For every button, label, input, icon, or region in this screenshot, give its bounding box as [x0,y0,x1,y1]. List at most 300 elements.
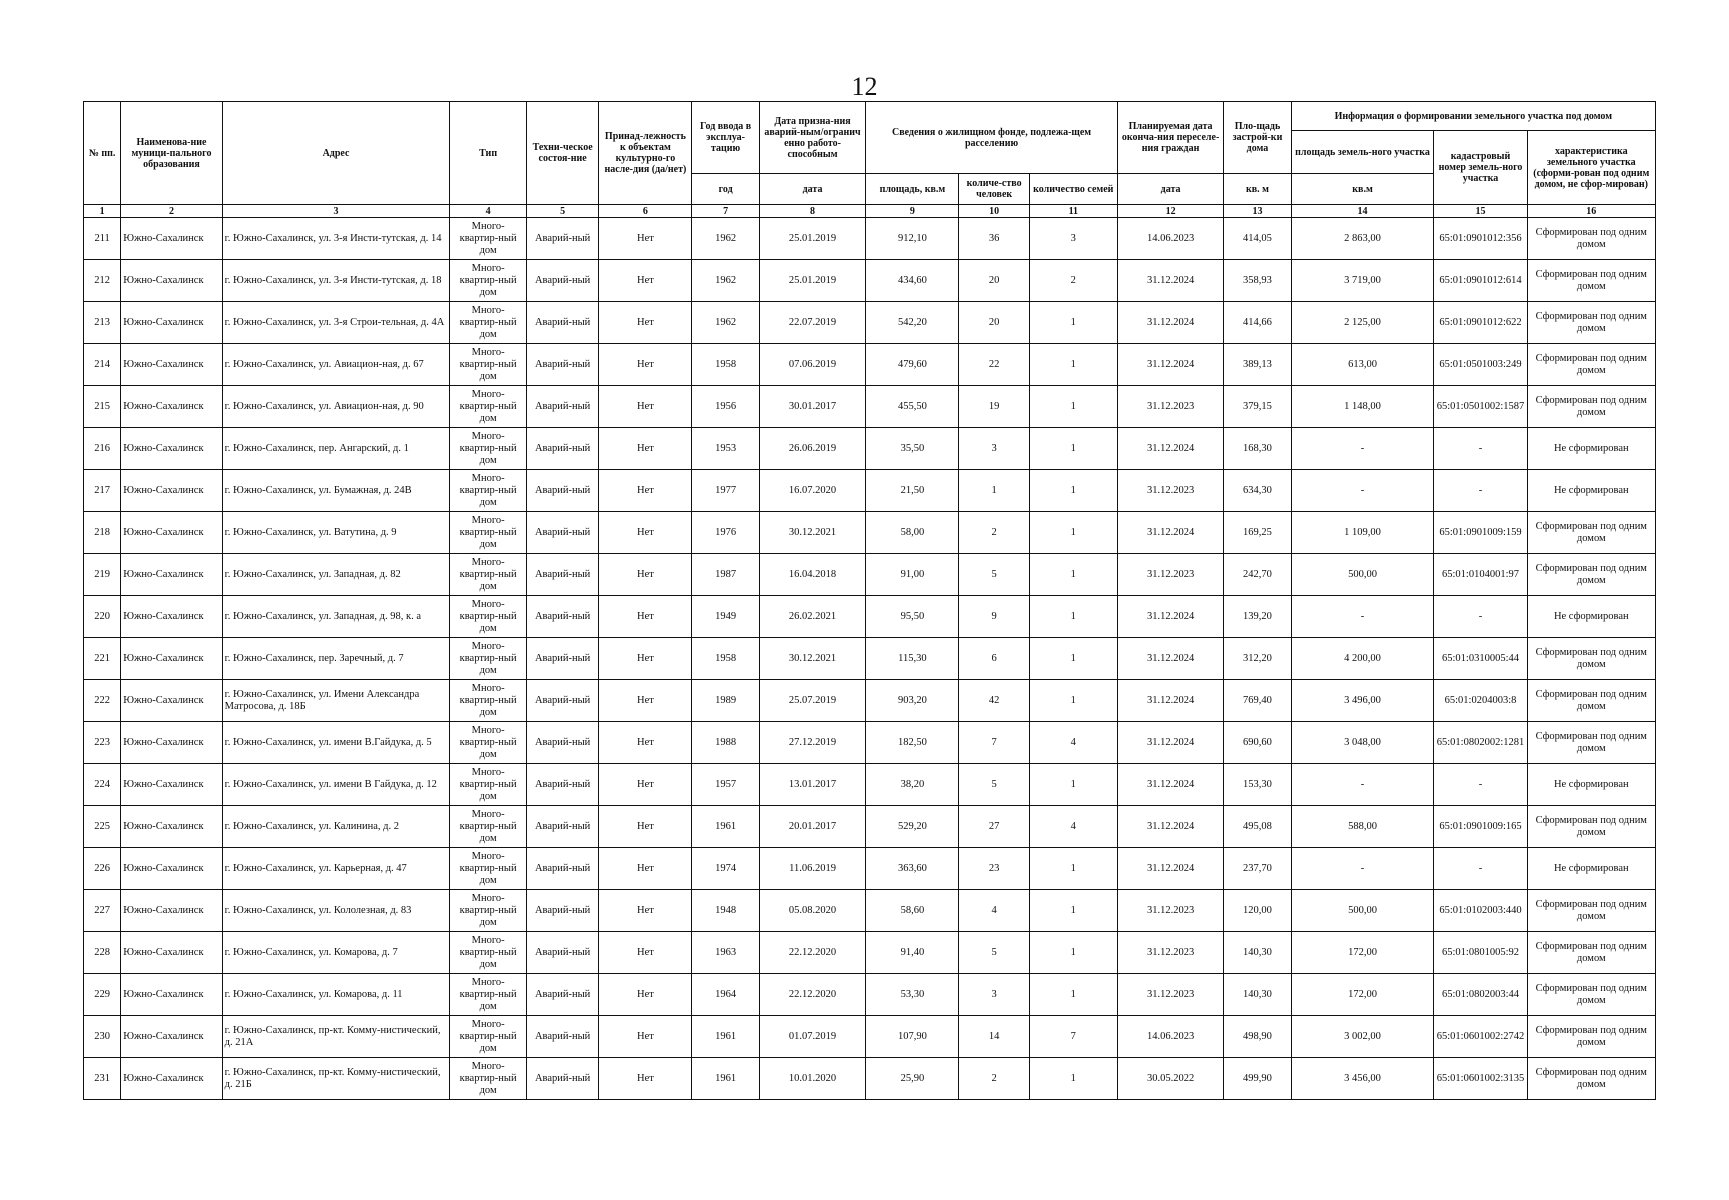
cell-municipality: Южно-Сахалинск [121,554,222,596]
table-row [84,596,1656,638]
column-number: 4 [450,205,527,218]
cell-cadastral: - [1434,470,1527,512]
cell-cultural: Нет [599,722,692,764]
cell-people: 3 [959,428,1029,470]
cell-land-area: 3 456,00 [1291,1058,1434,1100]
cell-characteristic: Сформирован под одним домом [1527,806,1655,848]
cell-recognition-date: 26.06.2019 [759,428,866,470]
cell-recognition-date: 05.08.2020 [759,890,866,932]
cell-municipality: Южно-Сахалинск [121,890,222,932]
cell-area: 912,10 [866,218,959,260]
cell-planned-date: 30.05.2022 [1117,1058,1224,1100]
cell-address: г. Южно-Сахалинск, ул. 3-я Инсти-тутская, д. 14 [222,218,450,260]
cell-people: 27 [959,806,1029,848]
cell-area: 903,20 [866,680,959,722]
cell-recognition-date: 10.01.2020 [759,1058,866,1100]
cell-characteristic: Не сформирован [1527,428,1655,470]
table-row [84,386,1656,428]
column-number: 15 [1434,205,1527,218]
cell-no: 215 [84,386,121,428]
cell-cultural: Нет [599,806,692,848]
cell-type: Много-квартир-ный дом [450,512,527,554]
cell-built-area: 379,15 [1224,386,1291,428]
cell-type: Много-квартир-ный дом [450,428,527,470]
table-row [84,722,1656,764]
cell-municipality: Южно-Сахалинск [121,848,222,890]
cell-planned-date: 31.12.2023 [1117,470,1224,512]
cell-planned-date: 31.12.2024 [1117,302,1224,344]
cell-type: Много-квартир-ный дом [450,890,527,932]
cell-families: 1 [1029,890,1117,932]
cell-tech-state: Аварий-ный [526,638,598,680]
column-number: 10 [959,205,1029,218]
header-families-sub: количество семей [1029,174,1117,205]
cell-built-area: 389,13 [1224,344,1291,386]
cell-area: 115,30 [866,638,959,680]
header-no: № пп. [84,102,121,205]
cell-year: 1949 [692,596,759,638]
cell-area: 455,50 [866,386,959,428]
cell-cultural: Нет [599,764,692,806]
cell-land-area: 3 496,00 [1291,680,1434,722]
cell-built-area: 139,20 [1224,596,1291,638]
cell-no: 211 [84,218,121,260]
cell-characteristic: Не сформирован [1527,848,1655,890]
cell-municipality: Южно-Сахалинск [121,932,222,974]
cell-address: г. Южно-Сахалинск, пер. Ангарский, д. 1 [222,428,450,470]
cell-people: 5 [959,764,1029,806]
cell-cadastral: 65:01:0102003:440 [1434,890,1527,932]
cell-address: г. Южно-Сахалинск, пер. Заречный, д. 7 [222,638,450,680]
cell-families: 1 [1029,764,1117,806]
cell-year: 1961 [692,806,759,848]
cell-built-area: 242,70 [1224,554,1291,596]
cell-characteristic: Сформирован под одним домом [1527,974,1655,1016]
cell-tech-state: Аварий-ный [526,890,598,932]
cell-cultural: Нет [599,1016,692,1058]
cell-cadastral: 65:01:0501002:1587 [1434,386,1527,428]
cell-year: 1988 [692,722,759,764]
cell-built-area: 312,20 [1224,638,1291,680]
header-land-area-sub: кв.м [1291,174,1434,205]
cell-municipality: Южно-Сахалинск [121,512,222,554]
cell-no: 226 [84,848,121,890]
cell-planned-date: 31.12.2023 [1117,554,1224,596]
cell-municipality: Южно-Сахалинск [121,386,222,428]
table-row [84,806,1656,848]
table-row [84,344,1656,386]
cell-no: 219 [84,554,121,596]
cell-planned-date: 31.12.2024 [1117,428,1224,470]
table-row [84,470,1656,512]
cell-no: 222 [84,680,121,722]
cell-families: 1 [1029,386,1117,428]
cell-land-area: 3 002,00 [1291,1016,1434,1058]
cell-year: 1977 [692,470,759,512]
cell-characteristic: Сформирован под одним домом [1527,218,1655,260]
cell-people: 9 [959,596,1029,638]
cell-no: 230 [84,1016,121,1058]
table-row [84,848,1656,890]
cell-recognition-date: 22.12.2020 [759,974,866,1016]
cell-planned-date: 31.12.2024 [1117,512,1224,554]
cell-municipality: Южно-Сахалинск [121,218,222,260]
cell-people: 2 [959,1058,1029,1100]
cell-address: г. Южно-Сахалинск, ул. Карьерная, д. 47 [222,848,450,890]
cell-cultural: Нет [599,386,692,428]
cell-type: Много-квартир-ный дом [450,344,527,386]
cell-characteristic: Сформирован под одним домом [1527,638,1655,680]
cell-characteristic: Сформирован под одним домом [1527,680,1655,722]
cell-municipality: Южно-Сахалинск [121,596,222,638]
cell-land-area: 2 863,00 [1291,218,1434,260]
cell-recognition-date: 25.01.2019 [759,218,866,260]
cell-area: 58,60 [866,890,959,932]
cell-cultural: Нет [599,596,692,638]
cell-tech-state: Аварий-ный [526,932,598,974]
cell-no: 216 [84,428,121,470]
cell-cadastral: 65:01:0601002:2742 [1434,1016,1527,1058]
cell-cadastral: 65:01:0802002:1281 [1434,722,1527,764]
cell-type: Много-квартир-ный дом [450,386,527,428]
cell-cultural: Нет [599,974,692,1016]
cell-area: 95,50 [866,596,959,638]
cell-land-area: 4 200,00 [1291,638,1434,680]
cell-no: 229 [84,974,121,1016]
cell-recognition-date: 25.01.2019 [759,260,866,302]
cell-year: 1957 [692,764,759,806]
header-recognition-sub: дата [759,174,866,205]
cell-area: 434,60 [866,260,959,302]
cell-cultural: Нет [599,848,692,890]
cell-built-area: 153,30 [1224,764,1291,806]
cell-characteristic: Сформирован под одним домом [1527,386,1655,428]
cell-land-area: 1 148,00 [1291,386,1434,428]
cell-families: 1 [1029,974,1117,1016]
cell-type: Много-квартир-ный дом [450,974,527,1016]
header-people-sub: количе-ство человек [959,174,1029,205]
cell-cadastral: 65:01:0901009:165 [1434,806,1527,848]
cell-built-area: 140,30 [1224,974,1291,1016]
table-row [84,932,1656,974]
cell-address: г. Южно-Сахалинск, ул. 3-я Инсти-тутская, д. 18 [222,260,450,302]
cell-people: 2 [959,512,1029,554]
cell-land-area: 3 719,00 [1291,260,1434,302]
cell-built-area: 168,30 [1224,428,1291,470]
cell-no: 223 [84,722,121,764]
cell-cadastral: 65:01:0104001:97 [1434,554,1527,596]
cell-recognition-date: 20.01.2017 [759,806,866,848]
cell-land-area: - [1291,848,1434,890]
cell-built-area: 358,93 [1224,260,1291,302]
cell-built-area: 237,70 [1224,848,1291,890]
cell-people: 23 [959,848,1029,890]
cell-no: 221 [84,638,121,680]
cell-address: г. Южно-Сахалинск, ул. Западная, д. 98, к. а [222,596,450,638]
cell-area: 25,90 [866,1058,959,1100]
cell-characteristic: Сформирован под одним домом [1527,554,1655,596]
cell-families: 7 [1029,1016,1117,1058]
cell-type: Много-квартир-ный дом [450,806,527,848]
cell-no: 220 [84,596,121,638]
table-row [84,680,1656,722]
cell-no: 212 [84,260,121,302]
cell-type: Много-квартир-ный дом [450,932,527,974]
cell-characteristic: Сформирован под одним домом [1527,1016,1655,1058]
cell-cadastral: 65:01:0802003:44 [1434,974,1527,1016]
cell-year: 1962 [692,260,759,302]
cell-planned-date: 31.12.2024 [1117,722,1224,764]
cell-address: г. Южно-Сахалинск, ул. Комарова, д. 11 [222,974,450,1016]
cell-tech-state: Аварий-ный [526,806,598,848]
cell-municipality: Южно-Сахалинск [121,974,222,1016]
cell-type: Много-квартир-ный дом [450,1058,527,1100]
cell-municipality: Южно-Сахалинск [121,302,222,344]
cell-recognition-date: 01.07.2019 [759,1016,866,1058]
cell-tech-state: Аварий-ный [526,512,598,554]
cell-land-area: - [1291,428,1434,470]
cell-planned-date: 31.12.2024 [1117,806,1224,848]
cell-tech-state: Аварий-ный [526,386,598,428]
cell-families: 1 [1029,638,1117,680]
cell-families: 1 [1029,554,1117,596]
cell-year: 1948 [692,890,759,932]
cell-cultural: Нет [599,890,692,932]
column-number: 14 [1291,205,1434,218]
table-row [84,974,1656,1016]
cell-area: 529,20 [866,806,959,848]
cell-cadastral: 65:01:0310005:44 [1434,638,1527,680]
cell-land-area: - [1291,764,1434,806]
cell-recognition-date: 30.01.2017 [759,386,866,428]
column-number: 11 [1029,205,1117,218]
cell-cultural: Нет [599,470,692,512]
cell-area: 91,00 [866,554,959,596]
cell-area: 107,90 [866,1016,959,1058]
cell-built-area: 499,90 [1224,1058,1291,1100]
cell-municipality: Южно-Сахалинск [121,428,222,470]
table-row [84,302,1656,344]
cell-year: 1964 [692,974,759,1016]
cell-area: 35,50 [866,428,959,470]
cell-no: 228 [84,932,121,974]
column-number: 8 [759,205,866,218]
cell-municipality: Южно-Сахалинск [121,806,222,848]
header-year: Год ввода в эксплуа-тацию [692,102,759,174]
cell-recognition-date: 27.12.2019 [759,722,866,764]
table-row [84,1016,1656,1058]
table-body [84,218,1656,1100]
cell-address: г. Южно-Сахалинск, пр-кт. Комму-нистический, д. 21А [222,1016,450,1058]
cell-planned-date: 31.12.2023 [1117,386,1224,428]
cell-people: 19 [959,386,1029,428]
header-area-sub: площадь, кв.м [866,174,959,205]
cell-type: Много-квартир-ный дом [450,470,527,512]
cell-cadastral: 65:01:0901012:356 [1434,218,1527,260]
header-planned: Планируемая дата оконча-ния переселе-ния граждан [1117,102,1224,174]
cell-tech-state: Аварий-ный [526,302,598,344]
cell-type: Много-квартир-ный дом [450,302,527,344]
column-number: 2 [121,205,222,218]
cell-planned-date: 31.12.2024 [1117,764,1224,806]
cell-land-area: 172,00 [1291,932,1434,974]
cell-type: Много-квартир-ный дом [450,260,527,302]
cell-municipality: Южно-Сахалинск [121,470,222,512]
cell-no: 214 [84,344,121,386]
cell-cultural: Нет [599,554,692,596]
cell-recognition-date: 30.12.2021 [759,638,866,680]
emergency-housing-table [83,101,1656,1100]
cell-year: 1956 [692,386,759,428]
cell-cultural: Нет [599,932,692,974]
table-row [84,428,1656,470]
header-cadastral: кадастровый номер земель-ного участка [1434,131,1527,205]
cell-no: 217 [84,470,121,512]
cell-area: 38,20 [866,764,959,806]
column-number: 12 [1117,205,1224,218]
cell-recognition-date: 30.12.2021 [759,512,866,554]
cell-cadastral: - [1434,848,1527,890]
cell-tech-state: Аварий-ный [526,764,598,806]
cell-address: г. Южно-Сахалинск, ул. Калинина, д. 2 [222,806,450,848]
cell-cadastral: - [1434,596,1527,638]
cell-cultural: Нет [599,344,692,386]
cell-cultural: Нет [599,680,692,722]
cell-tech-state: Аварий-ный [526,974,598,1016]
header-tech-state: Техни-ческое состоя-ние [526,102,598,205]
cell-families: 1 [1029,428,1117,470]
cell-year: 1976 [692,512,759,554]
header-type: Тип [450,102,527,205]
cell-tech-state: Аварий-ный [526,596,598,638]
cell-recognition-date: 16.04.2018 [759,554,866,596]
table-row [84,638,1656,680]
cell-address: г. Южно-Сахалинск, ул. Авиацион-ная, д. 90 [222,386,450,428]
cell-address: г. Южно-Сахалинск, ул. Бумажная, д. 24В [222,470,450,512]
cell-area: 53,30 [866,974,959,1016]
cell-tech-state: Аварий-ный [526,428,598,470]
header-built-area-sub: кв. м [1224,174,1291,205]
cell-cadastral: 65:01:0901009:159 [1434,512,1527,554]
cell-planned-date: 31.12.2023 [1117,974,1224,1016]
header-housing: Сведения о жилищном фонде, подлежа-щем расселению [866,102,1117,174]
table-row [84,764,1656,806]
cell-area: 182,50 [866,722,959,764]
cell-address: г. Южно-Сахалинск, ул. Кололезная, д. 83 [222,890,450,932]
cell-people: 42 [959,680,1029,722]
cell-people: 4 [959,890,1029,932]
cell-people: 3 [959,974,1029,1016]
cell-people: 5 [959,554,1029,596]
cell-area: 363,60 [866,848,959,890]
cell-tech-state: Аварий-ный [526,344,598,386]
cell-families: 1 [1029,1058,1117,1100]
cell-year: 1961 [692,1058,759,1100]
cell-type: Много-квартир-ный дом [450,1016,527,1058]
cell-families: 1 [1029,344,1117,386]
cell-land-area: 3 048,00 [1291,722,1434,764]
cell-built-area: 414,05 [1224,218,1291,260]
header-built-area: Пло-щадь застрой-ки дома [1224,102,1291,174]
cell-address: г. Южно-Сахалинск, ул. Авиацион-ная, д. 67 [222,344,450,386]
cell-planned-date: 31.12.2024 [1117,596,1224,638]
column-number: 3 [222,205,450,218]
cell-built-area: 414,66 [1224,302,1291,344]
cell-families: 4 [1029,806,1117,848]
cell-people: 6 [959,638,1029,680]
cell-area: 479,60 [866,344,959,386]
header-planned-sub: дата [1117,174,1224,205]
cell-families: 4 [1029,722,1117,764]
cell-year: 1989 [692,680,759,722]
cell-cultural: Нет [599,1058,692,1100]
cell-recognition-date: 11.06.2019 [759,848,866,890]
cell-cultural: Нет [599,218,692,260]
cell-cadastral: - [1434,428,1527,470]
cell-tech-state: Аварий-ный [526,218,598,260]
cell-tech-state: Аварий-ный [526,554,598,596]
header-address: Адрес [222,102,450,205]
cell-families: 1 [1029,932,1117,974]
cell-type: Много-квартир-ный дом [450,680,527,722]
header-characteristic: характеристика земельного участка (сформи-рован под одним домом, не сфор-мирован) [1527,131,1655,205]
cell-year: 1974 [692,848,759,890]
cell-families: 1 [1029,512,1117,554]
cell-municipality: Южно-Сахалинск [121,680,222,722]
cell-area: 21,50 [866,470,959,512]
cell-families: 1 [1029,302,1117,344]
header-year-sub: год [692,174,759,205]
page-number: 12 [851,72,878,101]
cell-people: 14 [959,1016,1029,1058]
header-land-area: площадь земель-ного участка [1291,131,1434,174]
cell-people: 7 [959,722,1029,764]
column-number: 13 [1224,205,1291,218]
table-row [84,260,1656,302]
cell-planned-date: 31.12.2023 [1117,890,1224,932]
cell-tech-state: Аварий-ный [526,260,598,302]
cell-municipality: Южно-Сахалинск [121,764,222,806]
cell-cadastral: 65:01:0501003:249 [1434,344,1527,386]
cell-area: 542,20 [866,302,959,344]
cell-characteristic: Не сформирован [1527,764,1655,806]
cell-families: 1 [1029,596,1117,638]
column-number: 5 [526,205,598,218]
cell-tech-state: Аварий-ный [526,1058,598,1100]
cell-no: 224 [84,764,121,806]
cell-area: 91,40 [866,932,959,974]
cell-municipality: Южно-Сахалинск [121,344,222,386]
header-recognition: Дата призна-ния аварий-ным/огранич енно работо-способным [759,102,866,174]
cell-year: 1958 [692,344,759,386]
cell-recognition-date: 13.01.2017 [759,764,866,806]
cell-planned-date: 14.06.2023 [1117,218,1224,260]
table-row [84,512,1656,554]
table-row [84,890,1656,932]
cell-characteristic: Сформирован под одним домом [1527,722,1655,764]
cell-tech-state: Аварий-ный [526,470,598,512]
cell-characteristic: Сформирован под одним домом [1527,344,1655,386]
cell-year: 1953 [692,428,759,470]
cell-type: Много-квартир-ный дом [450,764,527,806]
cell-no: 231 [84,1058,121,1100]
cell-address: г. Южно-Сахалинск, ул. имени В Гайдука, д. 12 [222,764,450,806]
cell-recognition-date: 16.07.2020 [759,470,866,512]
cell-cultural: Нет [599,428,692,470]
cell-characteristic: Сформирован под одним домом [1527,890,1655,932]
cell-year: 1962 [692,302,759,344]
cell-planned-date: 31.12.2024 [1117,260,1224,302]
